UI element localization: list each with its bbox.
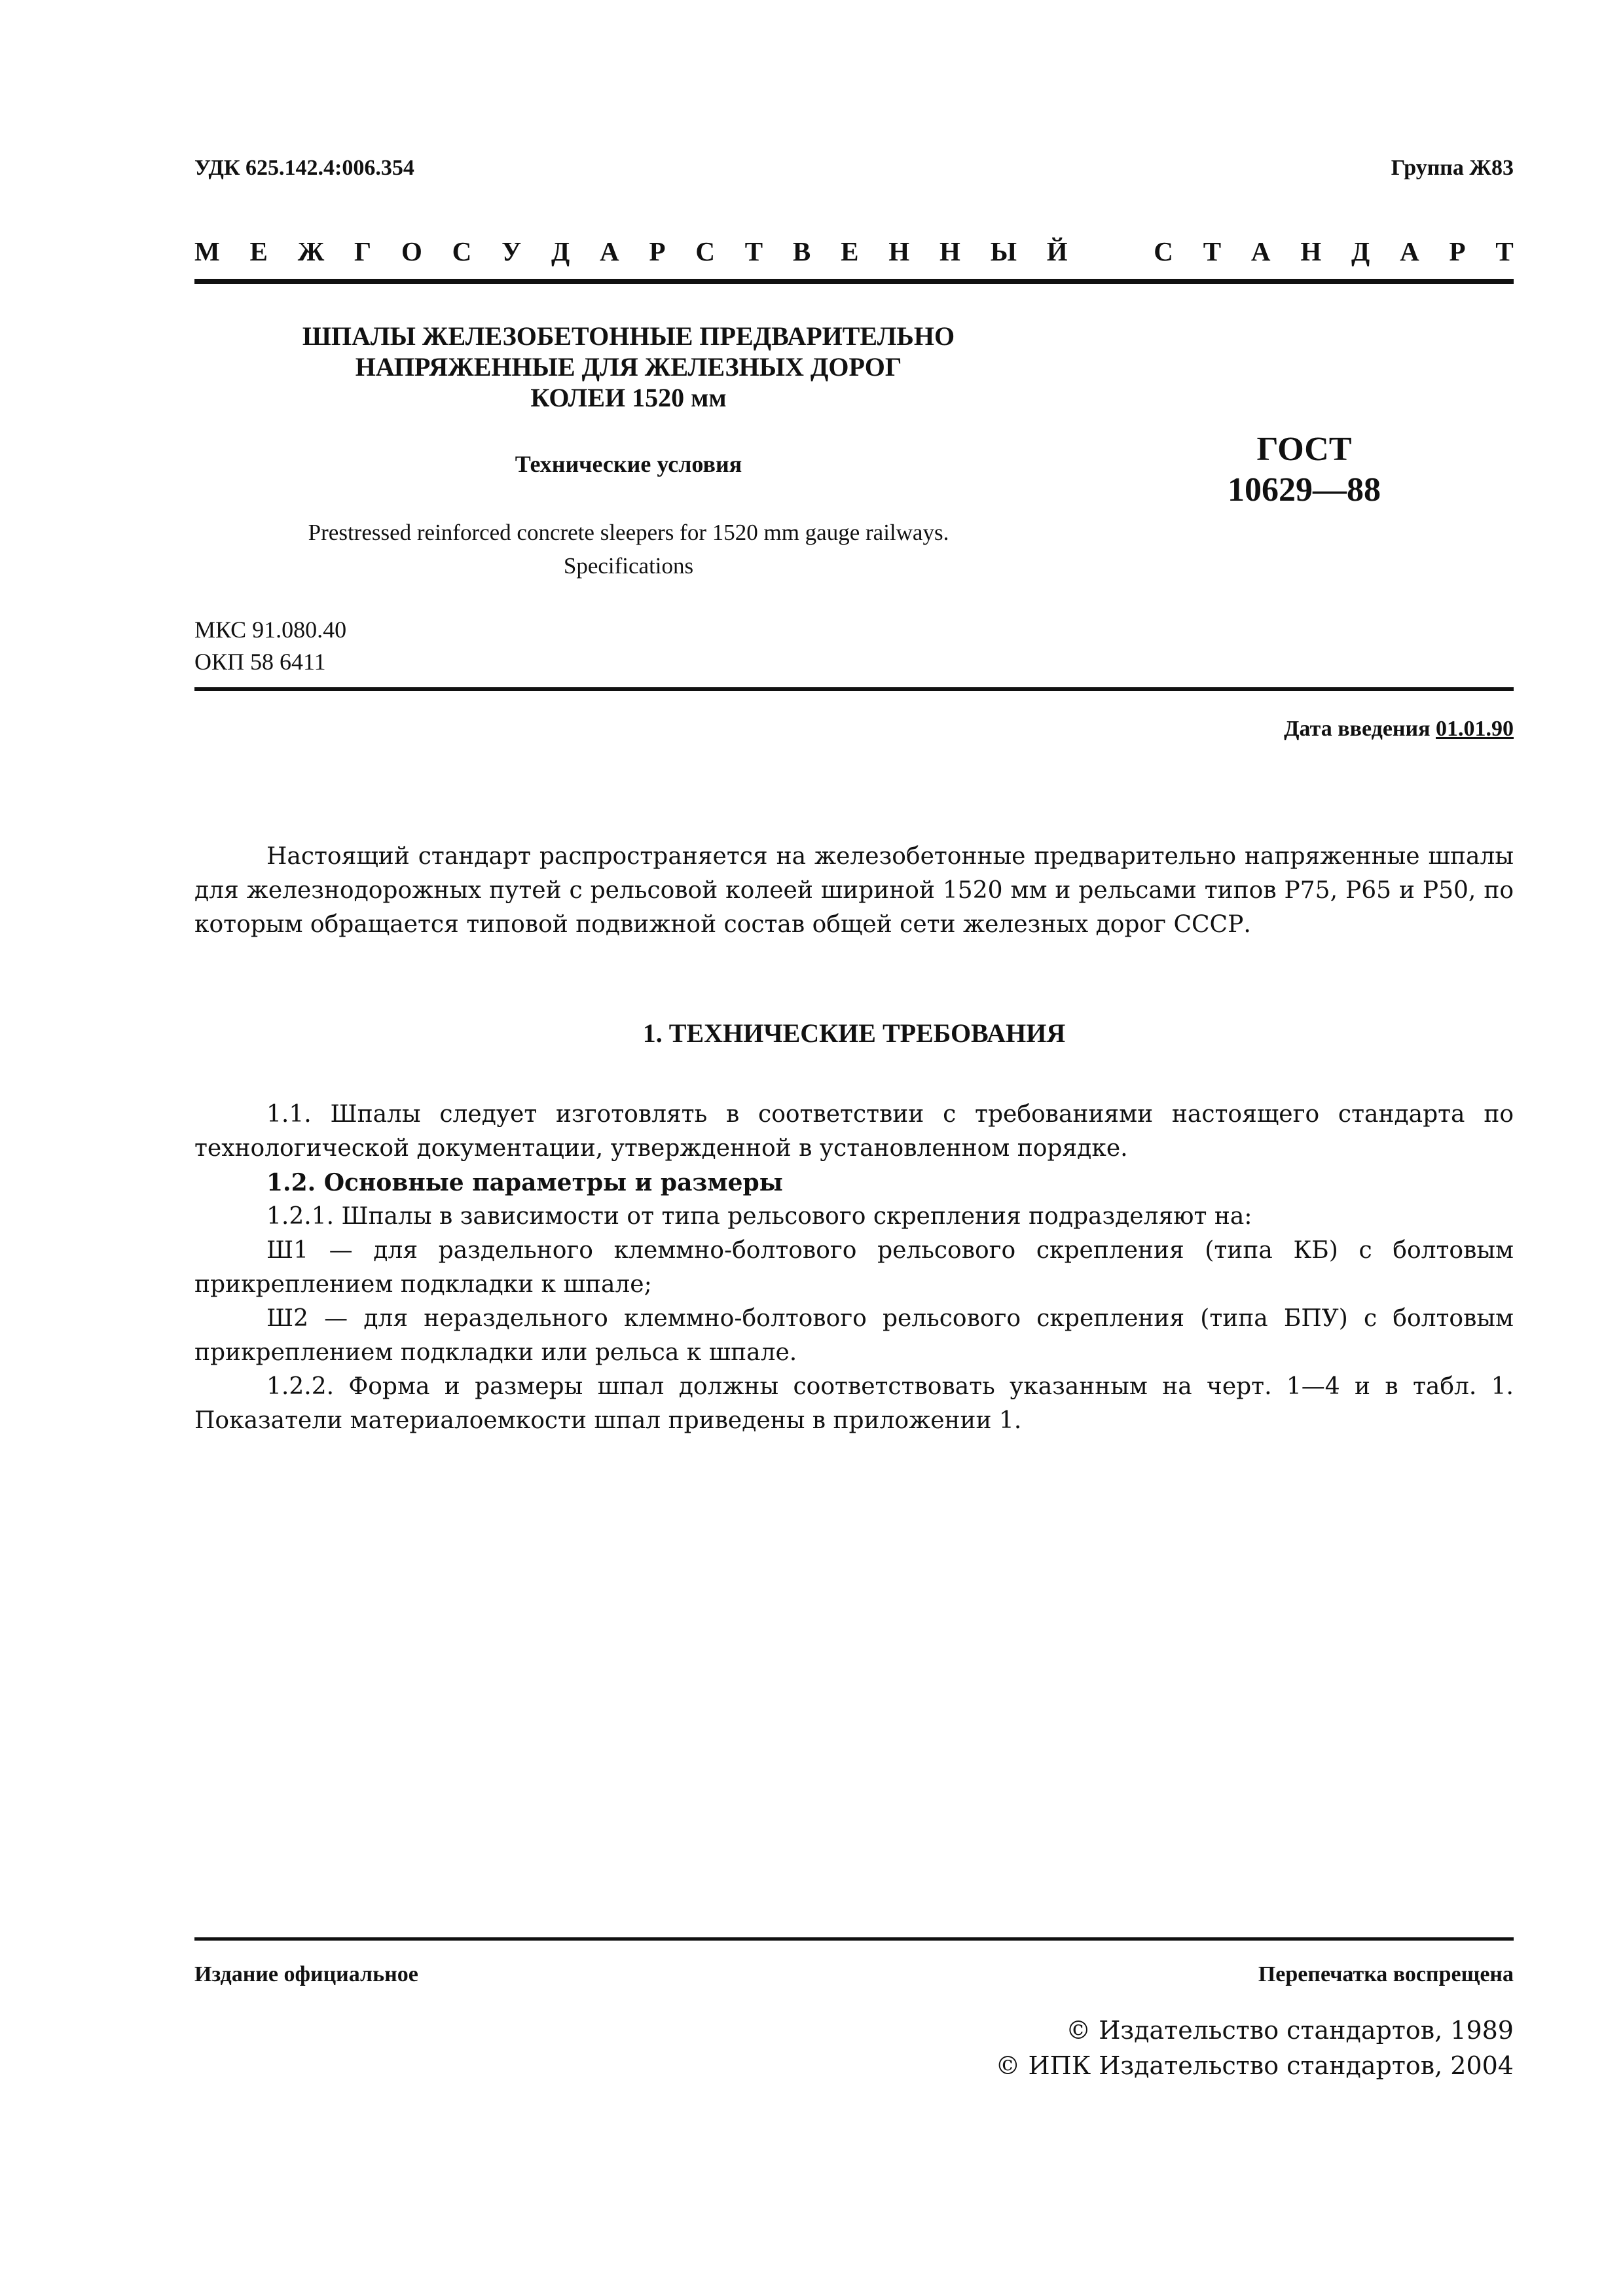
- gost-label: ГОСТ: [1256, 431, 1352, 468]
- heading-letter: Е: [841, 236, 859, 266]
- title-block-rule: [194, 687, 1514, 691]
- mks-code: МКС 91.080.40: [194, 617, 347, 643]
- heading-letter: А: [1250, 236, 1271, 266]
- heading-letter: Ж: [297, 236, 325, 266]
- heading-letter: Г: [354, 236, 372, 266]
- footer-rule: [194, 1937, 1514, 1941]
- paragraph-1-2-heading: 1.2. Основные параметры и размеры: [266, 1169, 783, 1196]
- heading-letter: В: [792, 236, 811, 266]
- heading-letter: А: [1400, 236, 1419, 266]
- heading-word-gap: [1097, 236, 1123, 267]
- effective-date-label: Дата введения: [1284, 717, 1431, 741]
- standard-type-heading: [194, 236, 1514, 267]
- heading-letter: Т: [744, 236, 763, 266]
- classification-codes: [194, 614, 346, 678]
- effective-date-value: 01.01.90: [1436, 717, 1514, 741]
- section-1-body: [194, 1098, 1514, 1438]
- document-page: [194, 0, 1514, 2296]
- paragraph-1-2-1: 1.2.1. Шпалы в зависимости от типа рельсового скрепления подразделяют на:: [266, 1203, 1252, 1230]
- heading-letter: У: [501, 236, 522, 266]
- section-1-heading: 1. ТЕХНИЧЕСКИЕ ТРЕБОВАНИЯ: [642, 1018, 1066, 1048]
- udk-code: УДК 625.142.4:006.354: [194, 156, 414, 180]
- okp-code: ОКП 58 6411: [194, 649, 326, 675]
- heading-letter: А: [600, 236, 619, 266]
- copyright-line-2: © ИПК Издательство стандартов, 2004: [995, 2051, 1514, 2080]
- paragraph-sh2: Ш2 — для нераздельного клеммно-болтового рельсового скрепления (типа БПУ) с болтовым прикреплением подкладки или рельса к шпале.: [194, 1305, 1514, 1366]
- title-line-1: ШПАЛЫ ЖЕЛЕЗОБЕТОННЫЕ ПРЕДВАРИТЕЛЬНО: [302, 321, 955, 351]
- title-line-2: НАПРЯЖЕННЫЕ ДЛЯ ЖЕЛЕЗНЫХ ДОРОГ: [355, 352, 902, 382]
- heading-letter: Д: [551, 236, 570, 266]
- paragraph-1-1: 1.1. Шпалы следует изготовлять в соответствии с требованиями настоящего стандарта по технологической документации, утвержденной в установленном порядке.: [194, 1101, 1514, 1162]
- english-title: [194, 516, 1063, 583]
- heading-letter: С: [695, 236, 715, 266]
- paragraph-sh1: Ш1 — для раздельного клеммно-болтового рельсового скрепления (типа КБ) с болтовым прикреплением подкладки к шпале;: [194, 1237, 1514, 1298]
- english-title-line-1: Prestressed reinforced concrete sleepers for 1520 mm gauge railways.: [308, 520, 949, 545]
- heading-letter: Е: [249, 236, 268, 266]
- english-title-line-2: Specifications: [563, 553, 694, 579]
- document-subtitle: Технические условия: [515, 451, 742, 477]
- title-line-3: КОЛЕИ 1520 мм: [530, 383, 727, 412]
- heading-letter: Д: [1351, 236, 1370, 266]
- heading-letter: Н: [1300, 236, 1322, 266]
- paragraph-1-2-2: 1.2.2. Форма и размеры шпал должны соответствовать указанным на черт. 1—4 и в табл. 1. Показатели материалоемкости шпал приведены в приложении 1.: [194, 1373, 1514, 1434]
- heading-letter: С: [1154, 236, 1173, 266]
- heading-letter: М: [194, 236, 220, 266]
- heading-letter: Й: [1046, 236, 1068, 266]
- gost-designation: [1137, 429, 1471, 511]
- reprint-prohibited-label: Перепечатка воспрещена: [1258, 1962, 1514, 1986]
- group-code: Группа Ж83: [1391, 156, 1514, 180]
- copyright-block: [995, 2013, 1514, 2083]
- intro-paragraph: [194, 840, 1514, 942]
- official-edition-label: Издание официальное: [194, 1962, 418, 1986]
- heading-letter: О: [401, 236, 422, 266]
- intro-text: Настоящий стандарт распространяется на железобетонные предварительно напряженные шпалы для железнодорожных путей с рельсовой колеей шириной 1520 мм и рельсами типов Р75, Р65 и Р50, по которым обращается типовой подвижной состав общей сети железных дорог СССР.: [194, 843, 1514, 938]
- heading-letter: Ы: [990, 236, 1017, 266]
- heading-letter: Т: [1495, 236, 1514, 266]
- heading-letter: Т: [1203, 236, 1222, 266]
- document-title: [194, 321, 1063, 413]
- heading-letter: С: [452, 236, 472, 266]
- heading-letter: Р: [1449, 236, 1466, 266]
- heading-letter: Н: [888, 236, 910, 266]
- heading-letter: Р: [649, 236, 666, 266]
- gost-number: 10629—88: [1228, 471, 1381, 509]
- effective-date: [1284, 717, 1514, 742]
- header-rule: [194, 279, 1514, 284]
- heading-letter: Н: [939, 236, 960, 266]
- copyright-line-1: © Издательство стандартов, 1989: [1066, 2016, 1514, 2045]
